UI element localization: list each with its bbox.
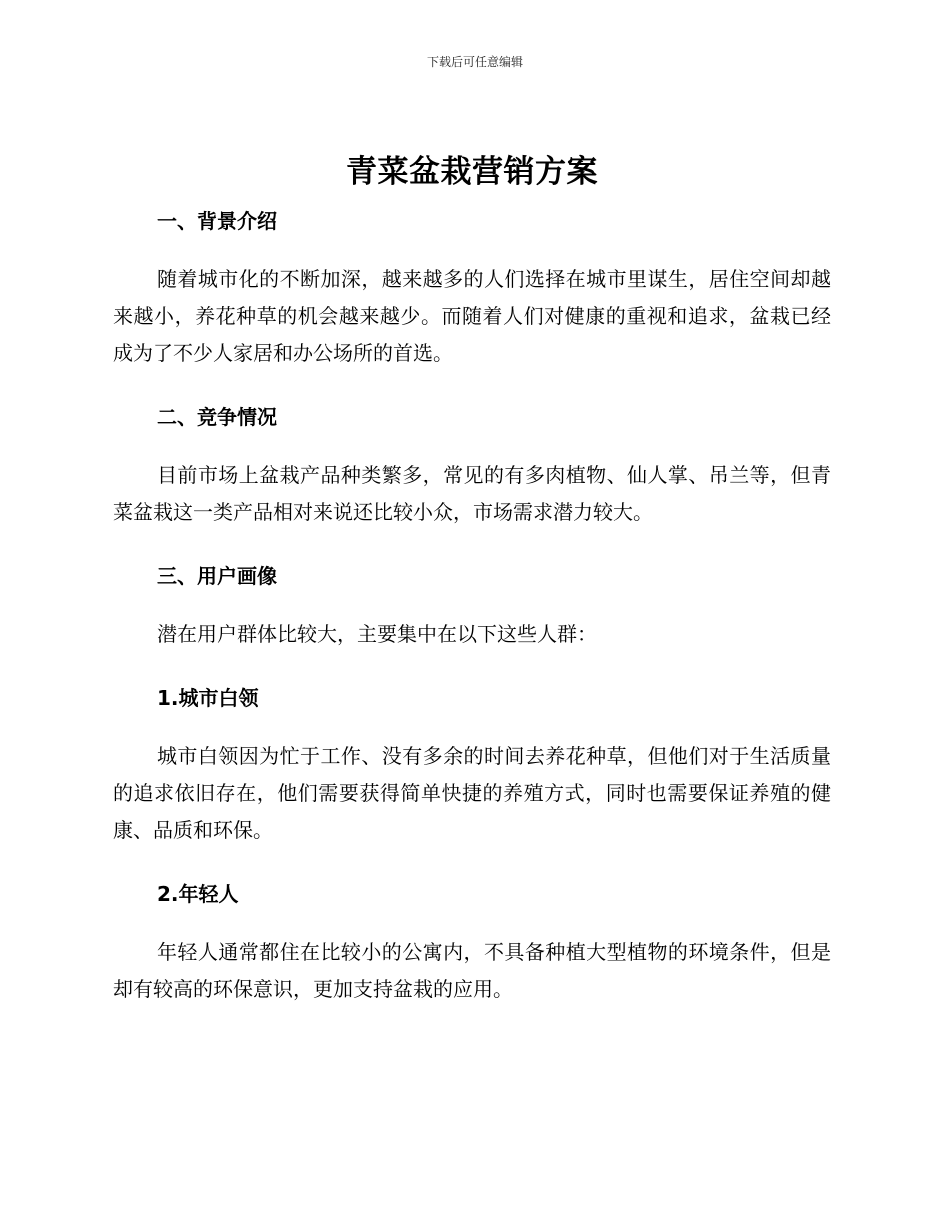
section-heading-competition: 二、竞争情况 bbox=[157, 405, 277, 429]
subheading-city-white-collar: 1.城市白领 bbox=[157, 686, 259, 710]
paragraph-background: 随着城市化的不断加深，越来越多的人们选择在城市里谋生，居住空间却越来越小，养花种草的机会越来越少。而随着人们对健康的重视和追求，盆栽已经成为了不少人家居和办公场所的首选。 bbox=[113, 267, 831, 365]
paragraph-young-people: 年轻人通常都住在比较小的公寓内，不具备种植大型植物的环境条件，但是却有较高的环保意识，更加支持盆栽的应用。 bbox=[113, 940, 831, 1001]
section-heading-user-profile: 三、用户画像 bbox=[157, 564, 277, 588]
document-title: 青菜盆栽营销方案 bbox=[346, 154, 598, 190]
header-note: 下载后可任意编辑 bbox=[426, 55, 523, 69]
subheading-young-people: 2.年轻人 bbox=[157, 882, 239, 906]
section-heading-background: 一、背景介绍 bbox=[157, 209, 277, 233]
document-body bbox=[113, 148, 831, 1008]
paragraph-city-white-collar: 城市白领因为忙于工作、没有多余的时间去养花种草，但他们对于生活质量的追求依旧存在，他们需要获得简单快捷的养殖方式，同时也需要保证养殖的健康、品质和环保。 bbox=[113, 744, 831, 842]
paragraph-user-profile: 潜在用户群体比较大，主要集中在以下这些人群： bbox=[157, 622, 597, 646]
paragraph-competition: 目前市场上盆栽产品种类繁多，常见的有多肉植物、仙人掌、吊兰等，但青菜盆栽这一类产品相对来说还比较小众，市场需求潜力较大。 bbox=[113, 463, 831, 524]
